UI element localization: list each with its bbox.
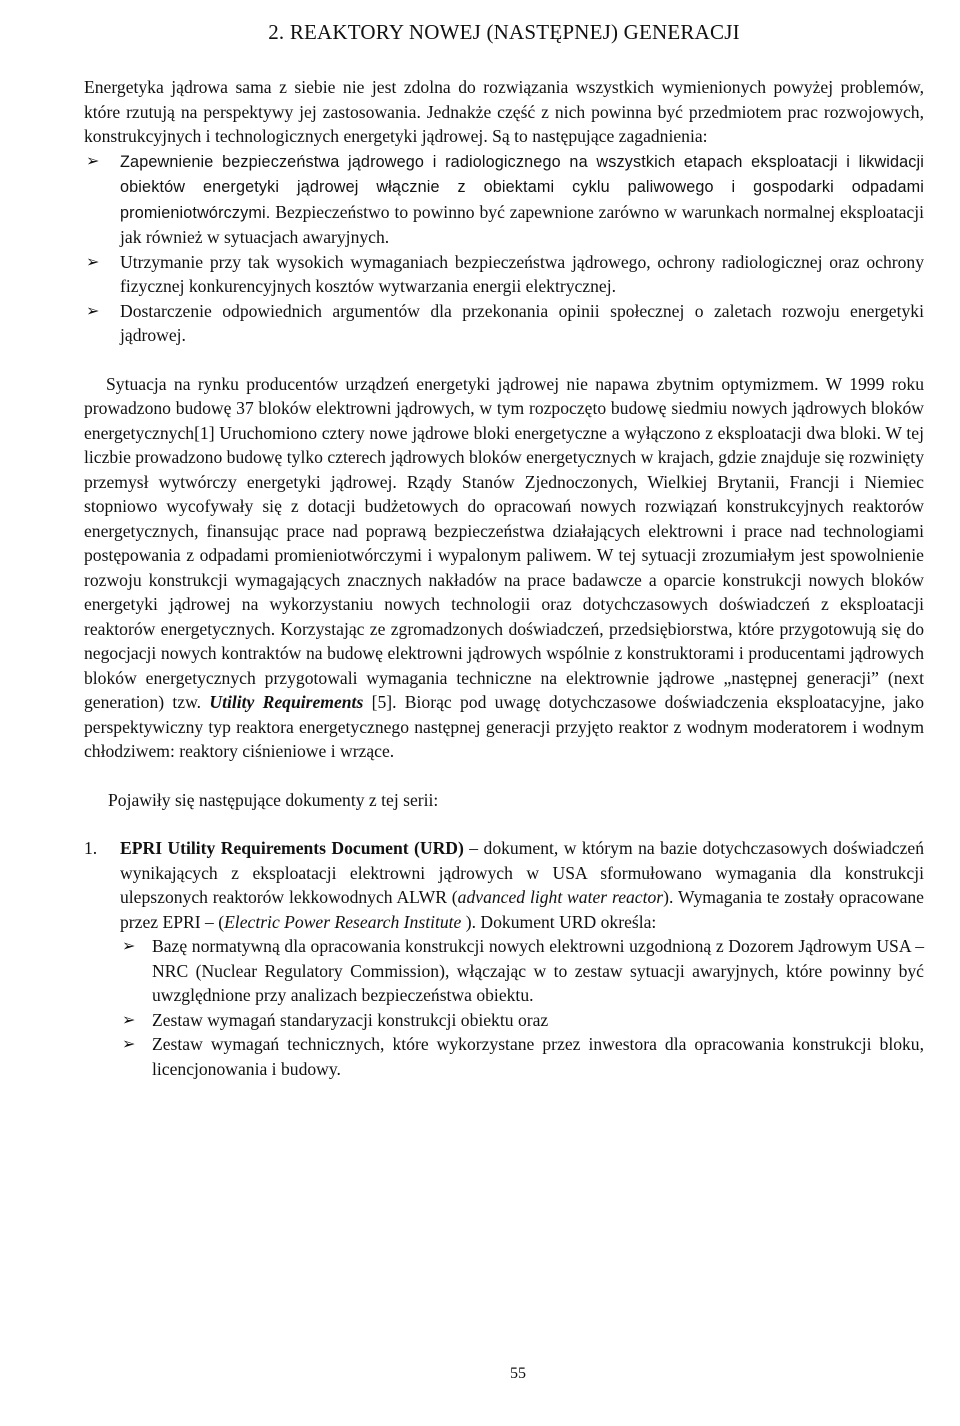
urd-item-1-text: Bazę normatywną dla opracowania konstrukcji nowych elektrowni uzgodnioną z Dozorem Jądrowym USA – NRC (Nuclear Regulatory Commission), włączając w to zestaw sytuacji awaryjnych, które powinny być uwzględnione przy analizach bezpieczeństwa obiektu. xyxy=(152,936,924,1005)
urd-item-3-text: Zestaw wymagań technicznych, które wykorzystane przez inwestora dla opracowania konstrukcji bloku, licencjonowania i budowy. xyxy=(152,1034,924,1079)
arrow-bullet-icon: ➢ xyxy=(122,1034,136,1053)
arrow-bullet-icon: ➢ xyxy=(122,1009,136,1029)
issue-1-serif-text: Bezpieczeństwo to powinno być zapewnione zarówno w warunkach normalnej eksploatacji jak również w sytuacjach awaryjnych. xyxy=(120,201,924,247)
document-page xyxy=(84,20,924,1081)
urd-item-2-text: Zestaw wymagań standaryzacji konstrukcji obiektu oraz xyxy=(152,1009,549,1030)
issues-list xyxy=(84,149,924,348)
section-title: 2. REAKTORY NOWEJ (NASTĘPNEJ) GENERACJI xyxy=(268,20,740,44)
intro-paragraph: Energetyka jądrowa sama z siebie nie jest zdolna do rozwiązania wszystkich wymienionych powyżej problemów, które rzutują na perspektywy jej zastosowania. Jednakże część z nich powinna być przedmiotem prac rozwojowych, konstrukcyjnych i technologicznych energetyki jądrowej. Są to następujące zagadnienia: xyxy=(84,77,924,146)
urd-item-3 xyxy=(120,1032,924,1081)
urd-item-2 xyxy=(120,1008,924,1033)
document-text-3: ). Dokument URD określa: xyxy=(461,911,657,932)
document-item-1 xyxy=(84,836,924,1081)
document-number: 1. xyxy=(84,838,98,858)
issue-1-sans-text: Zapewnienie bezpieczeństwa jądrowego i radiologicznego na wszystkich etapach eksploatacji i likwidacji obiektów energetyki jądrowej włącznie z obiektami cyklu paliwowego i gospodarki odpadami promieniotwórczymi. xyxy=(120,152,924,222)
situation-text-after: [5]. Biorąc pod uwagę dotychczasowe doświadczenia eksploatacyjne, jako perspektywiczny typ reaktora energetycznego następnej generacji przyjęto reaktor z wodnym moderatorem i wodnym chłodziwem: reaktory ciśnieniowe i wrzące. xyxy=(84,692,924,761)
urd-items-list xyxy=(120,934,924,1081)
document-text-2: ). Wymagania te zostały opracowane przez EPRI – ( xyxy=(120,887,924,932)
document-text-1: – dokument, w którym na bazie dotychczasowych doświadczeń wynikających z eksploatacji elektrowni jądrowych w USA sformułowano wymagania dla konstrukcji ulepszonych reaktorów lekkowodnych ALWR ( xyxy=(120,838,924,907)
arrow-bullet-icon: ➢ xyxy=(122,936,136,955)
arrow-bullet-icon: ➢ xyxy=(86,300,100,320)
issue-item-2 xyxy=(84,250,924,299)
issue-item-3 xyxy=(84,299,924,348)
situation-text-before: Sytuacja na rynku producentów urządzeń energetyki jądrowej nie napawa zbytnim optymizmem. W 1999 roku prowadzono budowę 37 bloków elektrowni jądrowych, w tym rozpoczęto budowę siedmiu nowych jądrowych bloków energetycznych[1] Uruchomiono cztery nowe jądrowe bloki energetyczne a wyłączono z eksploatacji dwa bloki. W tej liczbie prowadzono budowę tylko czterech jądrowych bloków energetycznych w krajach, gdzie znajduje się rozwinięty przemysł wytwórczy energetyki jądrowej. Rządy Stanów Zjednoczonych, Wielkiej Brytanii, Francji i Niemiec stopniowo wycofywały się z dotacji budżetowych do opracowań nowych rozwiązań konstrukcyjnych reaktorów energetycznych, finansując prace nad poprawą bezpieczeństwa działających elektrowni i prace nad technologiami postępowania z odpadami promieniotwórczymi i wypalonym paliwem. W tej sytuacji zrozumiałym jest spowolnienie rozwoju konstrukcji wymagających znacznych nakładów na prace badawcze a oparcie konstrukcji nowych bloków energetyki jądrowej na wykorzystaniu nowych technologii oraz dotychczasowych doświadczeń z eksploatacji reaktorów energetycznych. Korzystając ze zgromadzonych doświadczeń, przedsiębiorstwa, które przygotowują się do negocjacji nowych kontraktów na budowę elektrowni jądrowych wspólnie z konstruktorami i producentami jądrowych bloków energetycznych przygotowali wymagania techniczne na elektrownie jądrowe „następnej generacji” (next generation) tzw. xyxy=(84,373,924,712)
document-italic-2: Electric Power Research Institute xyxy=(224,911,462,932)
documents-list xyxy=(84,836,924,1081)
issue-item-1 xyxy=(84,149,924,250)
issue-2-text: Utrzymanie przy tak wysokich wymaganiach bezpieczeństwa jądrowego, ochrony radiologicznej oraz ochrony fizycznej konkurencyjnych kosztów wytwarzania energii elektrycznej. xyxy=(120,251,924,296)
document-title: EPRI Utility Requirements Document (URD) xyxy=(120,838,464,858)
issue-3-text: Dostarczenie odpowiednich argumentów dla przekonania opinii społecznej o zaletach rozwoju energetyki jądrowej. xyxy=(120,300,924,345)
document-italic-1: advanced light water reactor xyxy=(457,887,664,907)
urd-item-1 xyxy=(120,934,924,1008)
page-number: 55 xyxy=(510,1365,526,1382)
arrow-bullet-icon: ➢ xyxy=(86,150,100,170)
documents-intro: Pojawiły się następujące dokumenty z tej serii: xyxy=(108,789,439,810)
utility-requirements-emphasis: Utility Requirements xyxy=(209,692,364,712)
situation-paragraph xyxy=(84,372,924,764)
arrow-bullet-icon: ➢ xyxy=(86,251,100,271)
